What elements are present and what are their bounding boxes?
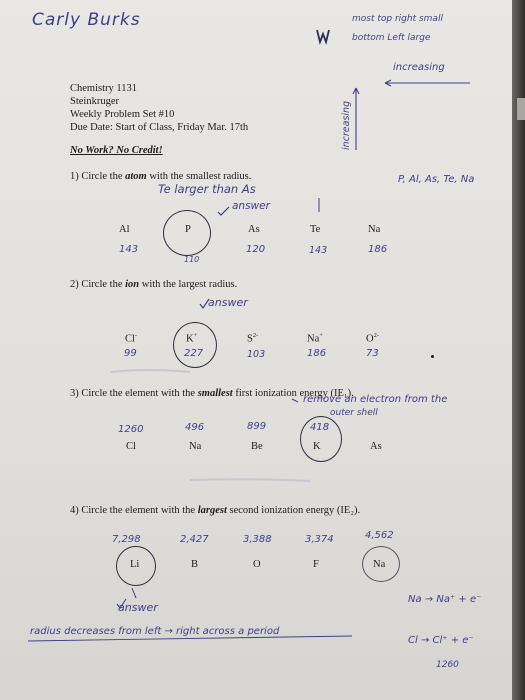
q2-choice-base: S <box>247 333 253 345</box>
bottom-note-underline <box>28 636 352 641</box>
equation-chlorine: Cl → Cl⁺ + e⁻ <box>408 635 474 646</box>
increasing-arrow-horizontal <box>385 80 470 86</box>
due-date: Due Date: Start of Class, Friday Mar. 17th <box>70 122 249 133</box>
q1-choice: Al <box>119 224 130 235</box>
q2-radius: 73 <box>366 348 379 359</box>
q1-radius: 186 <box>368 244 388 255</box>
q2-radius: 227 <box>184 348 204 359</box>
q3-choice: K <box>313 441 321 452</box>
q2-choice-charge: + <box>319 332 323 339</box>
q1-radius: 143 <box>119 244 139 255</box>
w-doodle <box>317 30 329 42</box>
q3-choice: Be <box>251 441 263 452</box>
q4-answer-label: answer <box>118 601 158 614</box>
q2-choice-base: K <box>186 333 194 345</box>
q4-choice: O <box>253 559 261 570</box>
q1-radius: 143 <box>309 245 328 256</box>
q1-check-mark <box>218 207 229 215</box>
question-3-pre: 3) Circle the element with the <box>70 388 198 399</box>
course-name: Chemistry 1131 <box>70 83 137 94</box>
question-4-post: second ionization energy (IE₂). <box>226 505 361 516</box>
q4-check-mark <box>117 599 126 608</box>
equation-sodium: Na → Na⁺ + e⁻ <box>408 594 482 605</box>
note-increasing-horizontal: increasing <box>393 62 445 73</box>
q1-choice: Na <box>368 224 381 235</box>
note-top-right-2: bottom Left large <box>352 33 431 43</box>
q1-choice: P <box>185 224 191 235</box>
q4-energy: 2,427 <box>180 534 209 545</box>
q2-choice-base: O <box>366 333 374 345</box>
question-2-post: with the largest radius. <box>139 279 238 290</box>
student-name: Carly Burks <box>32 10 141 30</box>
no-work-warning: No Work? No Credit! <box>70 145 163 156</box>
increasing-arrow-vertical <box>353 88 359 150</box>
question-3-emphasis: smallest <box>197 388 233 399</box>
q4-choice: F <box>313 559 319 570</box>
question-1-post: with the smallest radius. <box>146 171 252 182</box>
question-2-emphasis: ion <box>125 279 140 290</box>
q3-energy: 899 <box>247 421 267 432</box>
q2-answer-label: answer <box>208 296 248 309</box>
question-3-post: first ionization energy (IE₁). <box>232 388 354 399</box>
q3-energy: 1260 <box>118 424 144 435</box>
q3-energy: 496 <box>185 422 205 433</box>
q3-note-line-2: outer shell <box>330 408 378 418</box>
q2-radius: 186 <box>307 348 327 359</box>
question-2-pre: 2) Circle the <box>70 279 126 290</box>
q3-choice: Na <box>189 441 202 452</box>
q1-note: Te larger than As <box>158 182 256 196</box>
question-4-emphasis: largest <box>197 505 227 516</box>
q4-choice: Li <box>130 559 140 570</box>
binder-tab <box>517 98 525 120</box>
question-4-pre: 4) Circle the element with the <box>70 505 198 516</box>
q2-radius: 99 <box>124 348 137 359</box>
instructor-name: Steinkruger <box>70 96 119 107</box>
q2-choice-charge: 2- <box>373 332 380 339</box>
q1-radius: 110 <box>184 255 200 264</box>
q2-choice-charge: - <box>134 332 138 339</box>
question-1-emphasis: atom <box>125 171 147 182</box>
q4-energy: 7,298 <box>112 534 141 545</box>
q3-energy: 418 <box>310 422 330 433</box>
q4-choice: Na <box>373 559 386 570</box>
q1-answer-label: answer <box>232 200 270 212</box>
note-increasing-vertical: increasing <box>341 100 352 150</box>
problem-set-title: Weekly Problem Set #10 <box>70 109 175 120</box>
equation-value: 1260 <box>436 660 459 670</box>
q2-radius: 103 <box>247 349 266 360</box>
q4-energy: 3,374 <box>305 534 334 545</box>
q3-choice: As <box>370 441 382 452</box>
q3-choice: Cl <box>126 441 136 452</box>
bottom-note: radius decreases from left → right across a period <box>30 626 280 637</box>
q4-energy: 3,388 <box>243 534 272 545</box>
q1-radius: 120 <box>246 244 266 255</box>
q1-order-note: P, Al, As, Te, Na <box>398 174 475 185</box>
q1-choice: Te <box>310 224 321 235</box>
q2-choice-base: Cl <box>125 333 135 345</box>
q2-choice-base: Na <box>307 333 320 345</box>
note-top-right-1: most top right small <box>352 14 443 24</box>
q4-energy: 4,562 <box>365 530 394 541</box>
q2-choice-charge: 2- <box>252 332 259 339</box>
erased-marks <box>110 370 310 481</box>
q1-choice: As <box>248 224 260 235</box>
q3-note-arrow <box>292 399 298 402</box>
q3-note-line-1: remove an electron from the <box>303 394 448 405</box>
q2-check-mark <box>200 299 209 308</box>
q2-choice-charge: + <box>193 332 198 339</box>
q4-answer-arrow <box>132 588 136 598</box>
q4-choice: B <box>191 559 199 570</box>
question-1-pre: 1) Circle the <box>70 171 126 182</box>
